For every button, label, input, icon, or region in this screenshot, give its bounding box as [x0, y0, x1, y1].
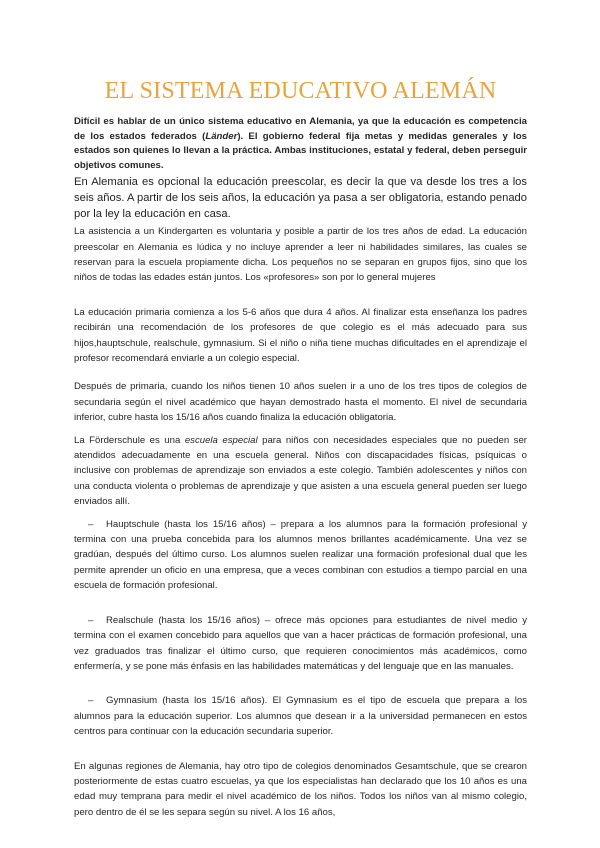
- paragraph-foerderschule-text-b: para niños con necesidades especiales que no pueden ser atendidos adecuadamente en una escuela general. Niños con discapacidades físicas, psíquicas o inclusive con problemas de aprendizaje son enviados a este colegio. También adolescentes y niños con una conducta violenta o problemas de aprendizaje y que asisten a una escuela general pueden ser luego enviados allí.: [74, 434, 527, 508]
- paragraph-foerderschule: [74, 433, 527, 510]
- paragraph-foerderschule-emphasis: escuela especial: [184, 434, 258, 446]
- paragraph-intro-emphasis: Länder: [205, 130, 238, 142]
- list-dash: –: [88, 614, 94, 626]
- paragraph-preschool-summary: En Alemania es opcional la educación preescolar, es decir la que va desde los tres a los seis años. A partir de los seis años, la educación ya pasa a ser obligatoria, estando penado por la ley la educación en casa.: [74, 176, 527, 220]
- list-item-hauptschule: [74, 517, 527, 594]
- paragraph-gesamtschule: En algunas regiones de Alemania, hay otro tipo de colegios denominados Gesamtschule, que se crearon posteriormente de estas cuatro escuelas, ya que los especialistas han declarado que los 10 años es una edad muy temprana para medir el nivel académico de los niños. Todos los niños van al mismo colegio, pero dentro de él se les separa según su nivel. A los 16 años,: [74, 760, 527, 818]
- list-dash: –: [88, 695, 94, 707]
- paragraph-primary-education: La educación primaria comienza a los 5-6 años que dura 4 años. Al finalizar esta enseñanza los padres recibirán una recomendación de los profesores de que colegio es el más adecuado para sus hijos,hauptschule, realschule, gymnasium. Si el niño o niña tiene muchas dificultades en el aprendizaje el profesor recomendará enviarle a un colegio especial.: [74, 306, 527, 364]
- list-item-text: Realschule (hasta los 15/16 años) – ofrece más opciones para estudiantes de nivel medio y termina con el examen concebido para aquellos que van a hacer prácticas de formación profesional, una vez graduados tras finalizar el último curso, que requieren conocimientos más académicos, como enfermería, y se pone más énfasis en las habilidades matemáticas y del lenguaje que en las manuales.: [74, 614, 527, 672]
- list-item-realschule: [74, 613, 527, 675]
- paragraph-secondary-education: Después de primaria, cuando los niños tienen 10 años suelen ir a uno de los tres tipos de colegios de secundaria según el nivel académico que hayan demostrado hasta el momento. El nivel de secundaria inferior, cubre hasta los 15/16 años cuando finaliza la educación obligatoria.: [74, 381, 527, 424]
- list-item-gymnasium: [74, 693, 527, 739]
- list-dash: –: [88, 518, 94, 530]
- document-title: EL SISTEMA EDUCATIVO ALEMÁN: [104, 78, 497, 104]
- paragraph-foerderschule-text-a: La Förderschule es una: [74, 434, 185, 446]
- paragraph-intro-text-a: Difícil es hablar de un único sistema educativo en Alemania, ya que la educación es competencia de los estados federados (: [74, 116, 527, 142]
- paragraph-intro-text-b: ). El gobierno federal fija metas y medidas generales y los estados son quienes lo llevan a la práctica. Ambas instituciones, estatal y federal, deben perseguir objetivos comunes.: [74, 130, 527, 171]
- paragraph-kindergarten: La asistencia a un Kindergarten es voluntaria y posible a partir de los tres años de edad. La educación preescolar en Alemania es lúdica y no incluye aprender a leer ni habilidades similares, las cuales se reservan para la escuela propiamente dicha. Los pequeños no se separan en grupos fijos, sino que los niños de todas las edades están juntos. Los «profesores» son por lo general mujeres: [74, 226, 527, 284]
- list-item-text: Gymnasium (hasta los 15/16 años). El Gymnasium es el tipo de escuela que prepara a los alumnos para la educación superior. Los alumnos que desean ir a la universidad permanecen en estos centros para continuar con la educación secundaria superior.: [74, 695, 527, 738]
- list-item-text: Hauptschule (hasta los 15/16 años) – prepara a los alumnos para la formación profesional y termina con una prueba concebida para los alumnos menos brillantes académicamente. Una vez se gradúan, después del último curso. Los alumnos suelen realizar una formación profesional dual que les permite aprender un oficio en una empresa, que a veces combinan con estudios a tiempo parcial en una escuela de formación profesional.: [74, 518, 527, 592]
- paragraph-intro: [74, 115, 527, 173]
